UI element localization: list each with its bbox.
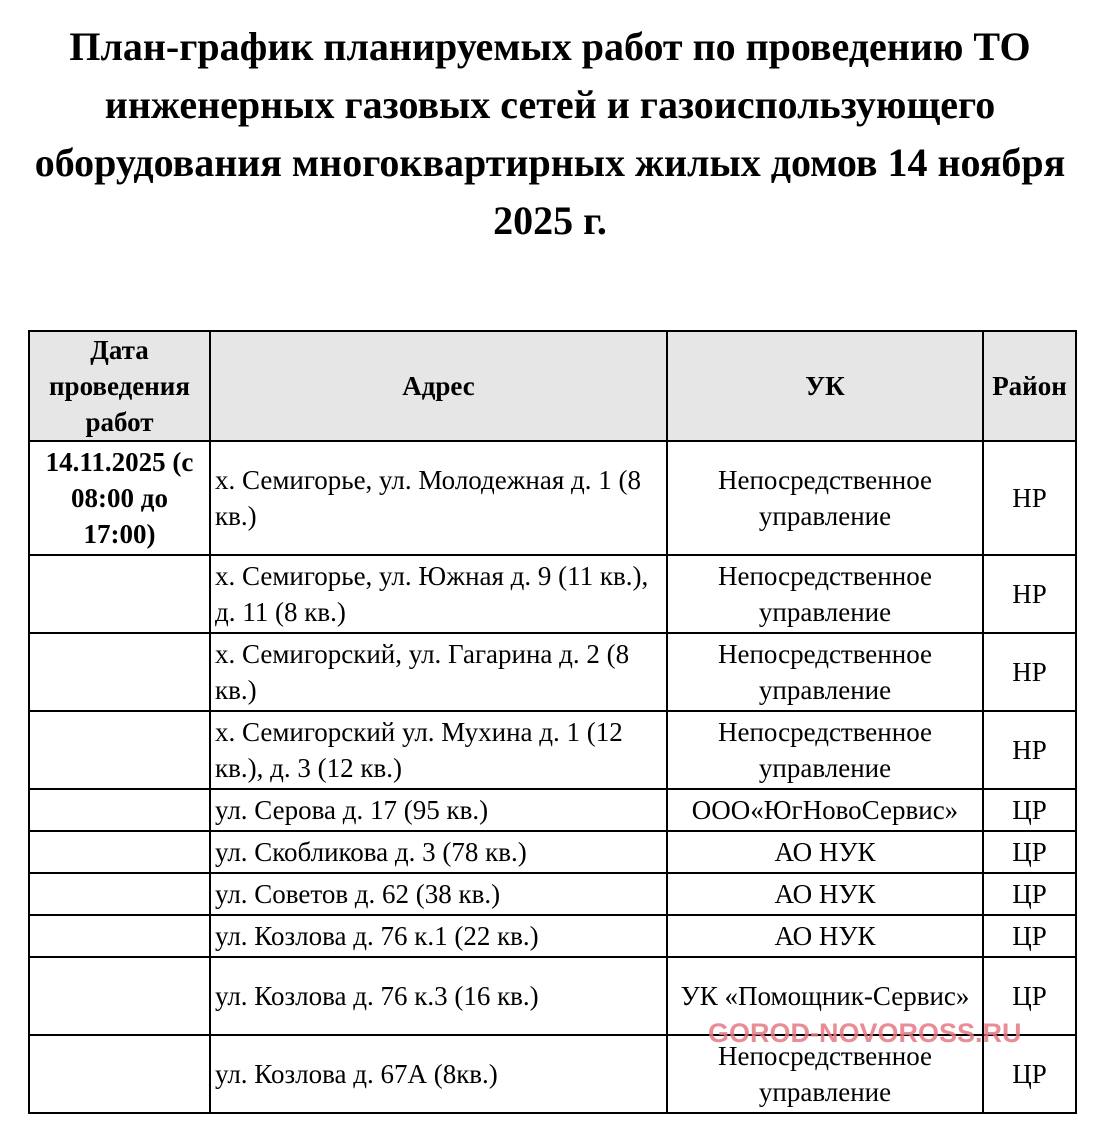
row-date xyxy=(29,1035,210,1113)
schedule-table xyxy=(28,330,1077,1114)
row-address: х. Семигорский ул. Мухина д. 1 (12 кв.), д. 3 (12 кв.) xyxy=(210,711,667,789)
table-row xyxy=(29,789,1076,831)
row-address: х. Семигорье, ул. Южная д. 9 (11 кв.), д. 11 (8 кв.) xyxy=(210,555,667,633)
table-row xyxy=(29,831,1076,873)
table-row xyxy=(29,873,1076,915)
header-address: Адрес xyxy=(210,331,667,441)
row-date: 14.11.2025 (с 08:00 до 17:00) xyxy=(29,441,210,555)
table-row xyxy=(29,711,1076,789)
row-uk: АО НУК xyxy=(667,831,983,873)
row-uk: АО НУК xyxy=(667,915,983,957)
row-address: ул. Советов д. 62 (38 кв.) xyxy=(210,873,667,915)
row-date xyxy=(29,915,210,957)
row-address: х. Семигорье, ул. Молодежная д. 1 (8 кв.) xyxy=(210,441,667,555)
row-district: НР xyxy=(983,555,1076,633)
row-address: ул. Скобликова д. 3 (78 кв.) xyxy=(210,831,667,873)
row-date xyxy=(29,957,210,1035)
row-uk: Непосредственное управление xyxy=(667,711,983,789)
row-address: ул. Козлова д. 67А (8кв.) xyxy=(210,1035,667,1113)
row-date xyxy=(29,555,210,633)
row-uk: Непосредственное управление xyxy=(667,555,983,633)
table-row xyxy=(29,915,1076,957)
row-district: ЦР xyxy=(983,915,1076,957)
row-uk: Непосредственное управление xyxy=(667,1035,983,1113)
row-district: ЦР xyxy=(983,789,1076,831)
row-district: НР xyxy=(983,633,1076,711)
row-address: х. Семигорский, ул. Гагарина д. 2 (8 кв.) xyxy=(210,633,667,711)
header-uk: УК xyxy=(667,331,983,441)
row-date xyxy=(29,711,210,789)
row-district: ЦР xyxy=(983,957,1076,1035)
row-address: ул. Серова д. 17 (95 кв.) xyxy=(210,789,667,831)
document-title: План-график планируемых работ по проведению ТО инженерных газовых сетей и газоиспользующего оборудования многоквартирных жилых домов 14 ноября 2025 г. xyxy=(34,24,1066,243)
row-date xyxy=(29,789,210,831)
header-date: Дата проведения работ xyxy=(29,331,210,441)
table-row xyxy=(29,633,1076,711)
header-district: Район xyxy=(983,331,1076,441)
row-date xyxy=(29,633,210,711)
row-district: ЦР xyxy=(983,873,1076,915)
site-watermark: GOROD-NOVOROSS.RU xyxy=(708,1018,1022,1048)
row-district: ЦР xyxy=(983,831,1076,873)
row-address: ул. Козлова д. 76 к.3 (16 кв.) xyxy=(210,957,667,1035)
table-row xyxy=(29,441,1076,555)
header-row xyxy=(29,331,1076,441)
row-district: НР xyxy=(983,711,1076,789)
row-date xyxy=(29,831,210,873)
row-district: НР xyxy=(983,441,1076,555)
row-uk: Непосредственное управление xyxy=(667,441,983,555)
row-uk: ООО«ЮгНовоСервис» xyxy=(667,789,983,831)
row-uk: АО НУК xyxy=(667,873,983,915)
row-address: ул. Козлова д. 76 к.1 (22 кв.) xyxy=(210,915,667,957)
row-date xyxy=(29,873,210,915)
row-uk: УК «Помощник-Сервис» xyxy=(667,957,983,1035)
table-row xyxy=(29,555,1076,633)
row-district: ЦР xyxy=(983,1035,1076,1113)
row-uk: Непосредственное управление xyxy=(667,633,983,711)
